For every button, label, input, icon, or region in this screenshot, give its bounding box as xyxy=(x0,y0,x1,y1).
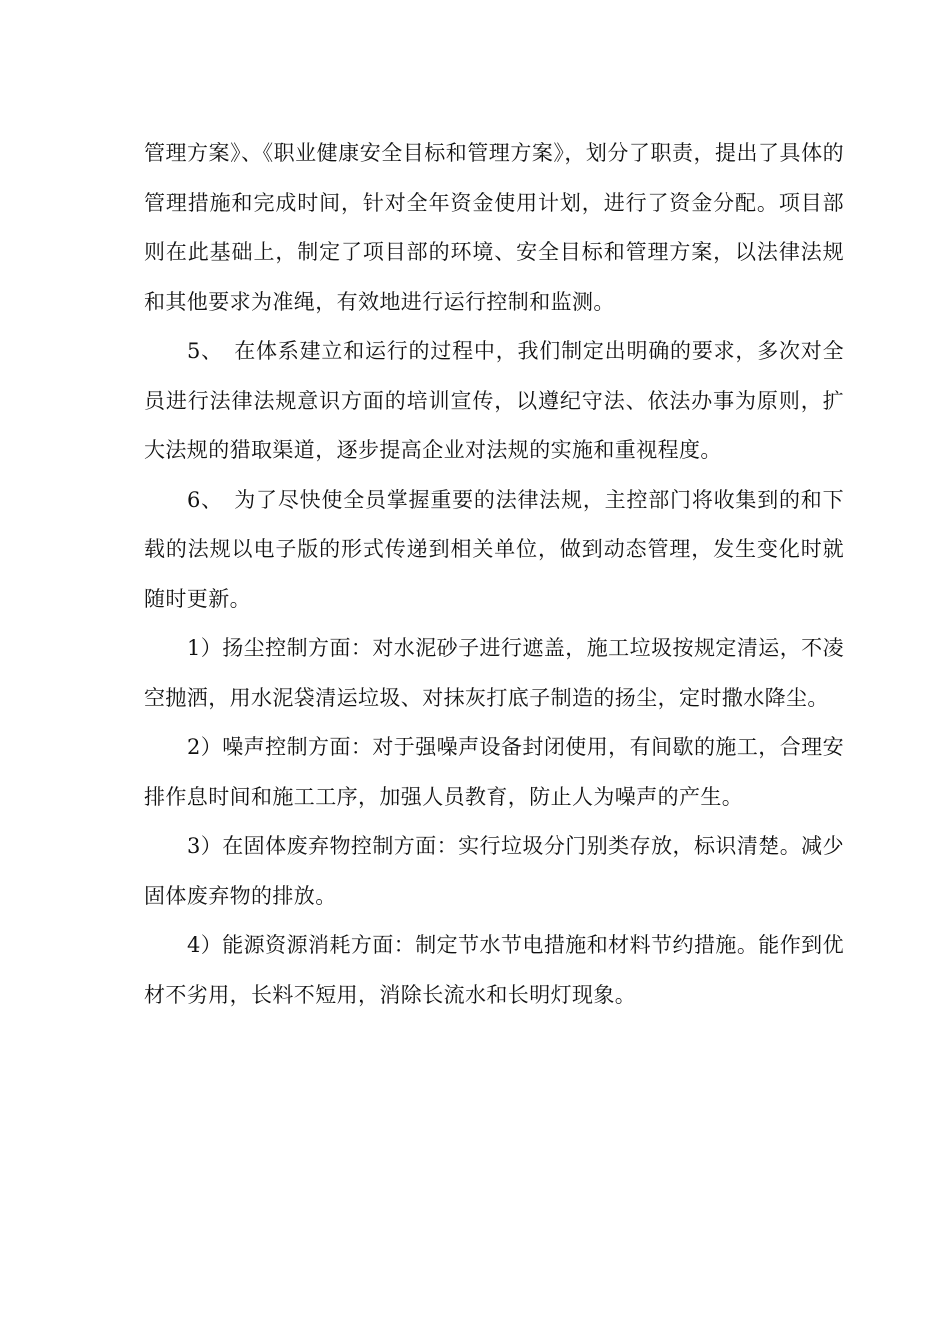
body-text xyxy=(144,129,844,1020)
paragraph-item-5: 5、 在体系建立和运行的过程中，我们制定出明确的要求，多次对全员进行法律法规意识方面的培训宣传，以遵纪守法、依法办事为原则，扩大法规的猎取渠道，逐步提高企业对法规的实施和重视程度。 xyxy=(144,339,844,462)
paragraph-solid-waste-control: 3）在固体废弃物控制方面：实行垃圾分门别类存放，标识清楚。减少固体废弃物的排放。 xyxy=(144,834,844,908)
paragraph-noise-control: 2）噪声控制方面：对于强噪声设备封闭使用，有间歇的施工，合理安排作息时间和施工工序，加强人员教育，防止人为噪声的产生。 xyxy=(144,735,844,809)
paragraph-dust-control: 1）扬尘控制方面：对水泥砂子进行遮盖，施工垃圾按规定清运，不凌空抛洒，用水泥袋清运垃圾、对抹灰打底子制造的扬尘，定时撒水降尘。 xyxy=(144,636,844,710)
paragraph-item-6: 6、 为了尽快使全员掌握重要的法律法规，主控部门将收集到的和下载的法规以电子版的形式传递到相关单位，做到动态管理，发生变化时就随时更新。 xyxy=(144,487,844,611)
paragraph-management-plan: 管理方案》、《职业健康安全目标和管理方案》，划分了职责，提出了具体的管理措施和完成时间，针对全年资金使用计划，进行了资金分配。项目部则在此基础上，制定了项目部的环境、安全目标和管理方案，以法律法规和其他要求为准绳，有效地进行运行控制和监测。 xyxy=(144,141,844,314)
paragraph-energy-consumption: 4）能源资源消耗方面：制定节水节电措施和材料节约措施。能作到优材不劣用，长料不短用，消除长流水和长明灯现象。 xyxy=(144,933,844,1007)
